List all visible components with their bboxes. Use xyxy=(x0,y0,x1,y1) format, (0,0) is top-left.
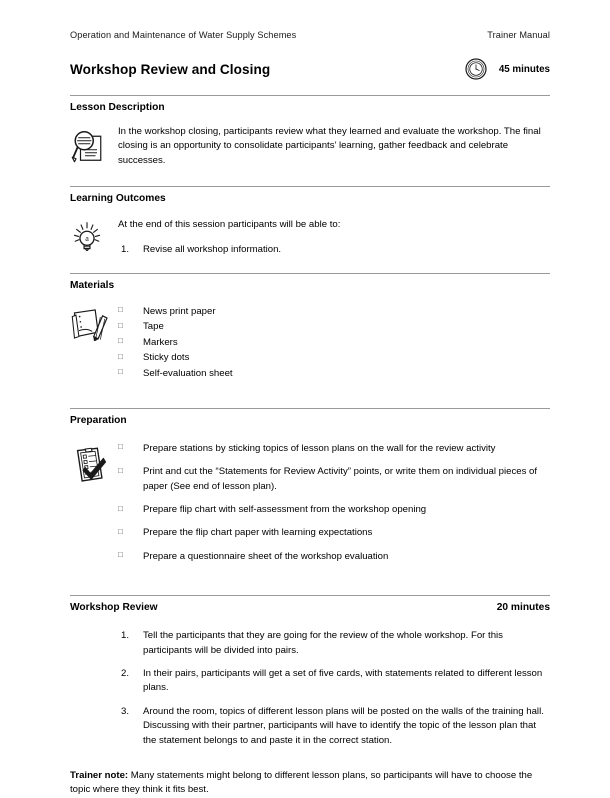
list-item: □ News print paper xyxy=(118,305,550,319)
trainer-note-label: Trainer note: xyxy=(70,769,129,781)
list-item: In their pairs, participants will get a set of five cards, with statements related to different lesson plans. xyxy=(143,668,543,694)
title-duration-group xyxy=(465,58,550,80)
materials-list xyxy=(118,305,550,381)
list-item: □ Sticky dots xyxy=(118,351,550,365)
list-item: □ Markers xyxy=(118,336,550,350)
section-divider xyxy=(70,595,550,596)
lesson-description-block xyxy=(70,125,550,168)
workshop-review-icon-spacer xyxy=(70,629,118,631)
paper-pencil-icon xyxy=(70,305,118,341)
section-divider xyxy=(70,95,550,96)
title-duration-label: 45 minutes xyxy=(498,63,550,75)
list-item: □ Self-evaluation sheet xyxy=(118,367,550,381)
section-heading-lesson-description: Lesson Description xyxy=(70,102,165,113)
clipboard-check-icon xyxy=(70,442,118,486)
section-heading-workshop-review-row xyxy=(70,602,550,613)
svg-text:a: a xyxy=(85,234,89,244)
running-header xyxy=(70,30,550,40)
lesson-description-text xyxy=(118,125,550,168)
section-heading-learning-outcomes: Learning Outcomes xyxy=(70,193,166,205)
section-heading-workshop-review: Workshop Review xyxy=(70,602,158,614)
section-divider xyxy=(70,186,550,187)
workshop-review-duration: 20 minutes xyxy=(496,602,550,614)
list-item: Around the room, topics of different lesson plans will be posted on the walls of the training hall. Discussing with their partner, participants will have to identify the topic of the lesson plan that the statement belongs to and paste it in the correct station. xyxy=(143,705,544,746)
learning-outcomes-text xyxy=(118,218,550,259)
section-divider xyxy=(70,408,550,409)
list-item: □ Prepare stations by sticking topics of lesson plans on the wall for the review activity xyxy=(118,442,550,456)
learning-outcomes-intro: At the end of this session participants will be able to: xyxy=(118,219,341,231)
section-heading-materials: Materials xyxy=(70,279,115,291)
list-item: Revise all workshop information. xyxy=(143,243,282,255)
page-title: Workshop Review and Closing xyxy=(70,61,271,77)
workshop-review-text xyxy=(118,629,550,757)
learning-outcomes-list xyxy=(118,243,550,257)
section-heading-preparation: Preparation xyxy=(70,414,127,426)
magnifier-document-icon xyxy=(70,125,118,165)
list-item: Tell the participants that they are going for the review of the whole workshop. For this participants will be divided into pairs. xyxy=(143,630,503,656)
trainer-note xyxy=(70,769,550,798)
trainer-note-text: Many statements might belong to different lesson plans, so participants will have to choose the topic where they think it fits best. xyxy=(70,769,533,796)
lesson-description-paragraph: In the workshop closing, participants review what they learned and evaluate the workshop. The final closing is an opportunity to consolidate participants’ learning, gather feedback and celebrate successes. xyxy=(118,126,541,166)
clock-icon xyxy=(465,58,487,80)
list-item: □ Prepare the flip chart paper with learning expectations xyxy=(118,526,550,540)
list-item: □ Prepare a questionnaire sheet of the workshop evaluation xyxy=(118,550,550,564)
preparation-list xyxy=(118,442,550,564)
materials-block xyxy=(70,305,550,382)
list-item: □ Prepare flip chart with self-assessment from the workshop opening xyxy=(118,503,550,517)
title-row xyxy=(70,58,550,80)
preparation-block xyxy=(70,442,550,573)
workshop-review-block xyxy=(70,629,550,757)
lightbulb-icon xyxy=(70,218,118,258)
running-header-left: Operation and Maintenance of Water Supply Schemes xyxy=(70,30,297,40)
list-item: □ Tape xyxy=(118,320,550,334)
running-header-right: Trainer Manual xyxy=(487,30,550,40)
learning-outcomes-block xyxy=(70,218,550,259)
preparation-text xyxy=(118,442,550,573)
materials-text xyxy=(118,305,550,382)
workshop-review-list xyxy=(118,629,550,748)
section-divider xyxy=(70,273,550,274)
list-item: □ Print and cut the “Statements for Review Activity” points, or write them on individual pieces of paper (See end of lesson plan). xyxy=(118,465,550,494)
